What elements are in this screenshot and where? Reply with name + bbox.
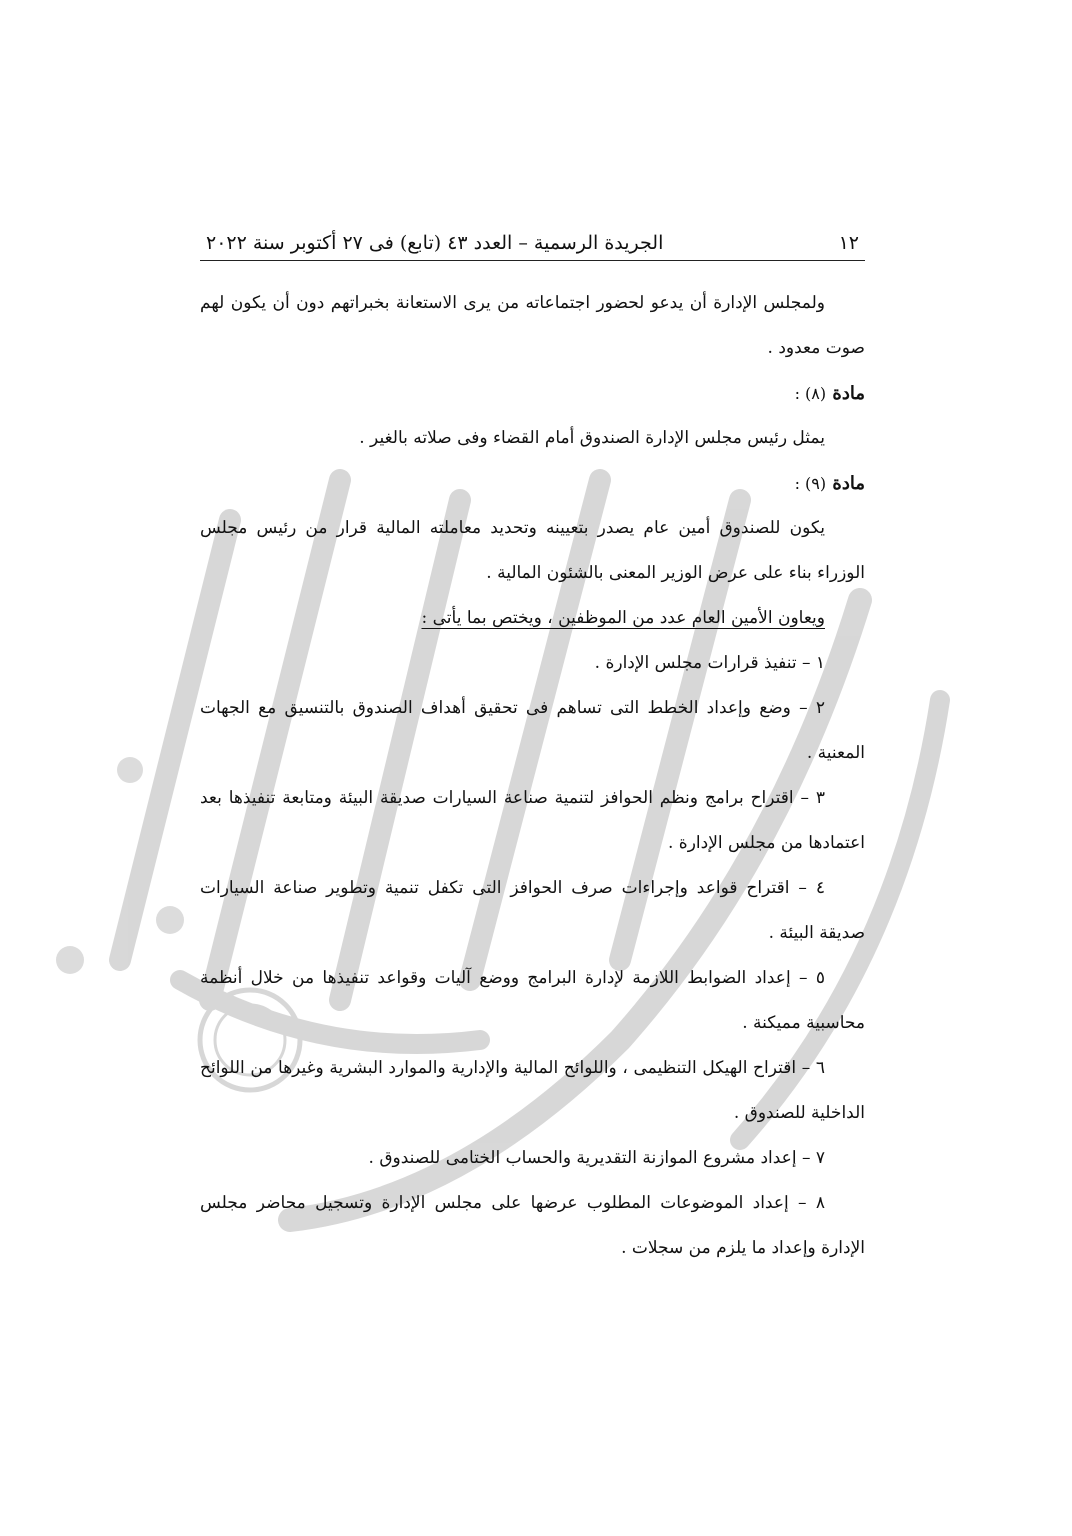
paragraph-secretary-general: يكون للصندوق أمين عام يصدر بتعيينه وتحديد معاملته المالية قرار من رئيس مجلس الوزراء بناء على عرض الوزير المعنى بالشئون المالية . [200, 518, 865, 583]
list-item: ٥ – إعداد الضوابط اللازمة لإدارة البرامج ووضع آليات وقواعد تنفيذها من خلال أنظمة محاسبية مميكنة . [200, 968, 865, 1033]
article-heading-8 [200, 371, 865, 416]
article-heading-9 [200, 461, 865, 506]
list-item: ٨ – إعداد الموضوعات المطلوب عرضها على مجلس الإدارة وتسجيل محاضر مجلس الإدارة وإعداد ما يلزم من سجلات . [200, 1193, 865, 1258]
duties-intro-text: ويعاون الأمين العام عدد من الموظفين ، ويختص بما يأتى : [421, 608, 825, 628]
list-item: ٤ – اقتراح قواعد وإجراءات صرف الحوافز التى تكفل تنمية وتطوير صناعة السيارات صديقة البيئة . [200, 878, 865, 943]
list-item: ١ – تنفيذ قرارات مجلس الإدارة . [594, 653, 825, 673]
article-number: (٩) : [794, 474, 827, 493]
list-item: ٢ – وضع وإعداد الخطط التى تساهم فى تحقيق أهداف الصندوق بالتنسيق مع الجهات المعنية . [200, 698, 865, 763]
list-item: ٣ – اقتراح برامج ونظم الحوافز لتنمية صناعة السيارات صديقة البيئة ومتابعة تنفيذها بعد اعتمادها من مجلس الإدارة . [200, 788, 865, 853]
page-number: ١٢ [838, 232, 859, 254]
list-item: ٦ – اقتراح الهيكل التنظيمى ، واللوائح المالية والإدارية والموارد البشرية وغيرها من اللوائح الداخلية للصندوق . [200, 1058, 865, 1123]
document-page [200, 232, 865, 1271]
article-label: مادة [832, 473, 865, 494]
gazette-title: الجريدة الرسمية – العدد ٤٣ (تابع) فى ٢٧ أكتوبر سنة ٢٠٢٢ [206, 232, 664, 254]
page-header [200, 232, 865, 261]
paragraph-representation: يمثل رئيس مجلس الإدارة الصندوق أمام القضاء وفى صلاته بالغير . [359, 428, 825, 448]
paragraph-duties-intro [200, 596, 865, 641]
list-item: ٧ – إعداد مشروع الموازنة التقديرية والحساب الختامى للصندوق . [368, 1148, 825, 1168]
article-label: مادة [832, 383, 865, 404]
paragraph-board-experts: ولمجلس الإدارة أن يدعو لحضور اجتماعاته من يرى الاستعانة بخبراتهم دون أن يكون لهم صوت معدود . [200, 293, 865, 358]
document-body [200, 281, 865, 1271]
article-number: (٨) : [794, 384, 827, 403]
